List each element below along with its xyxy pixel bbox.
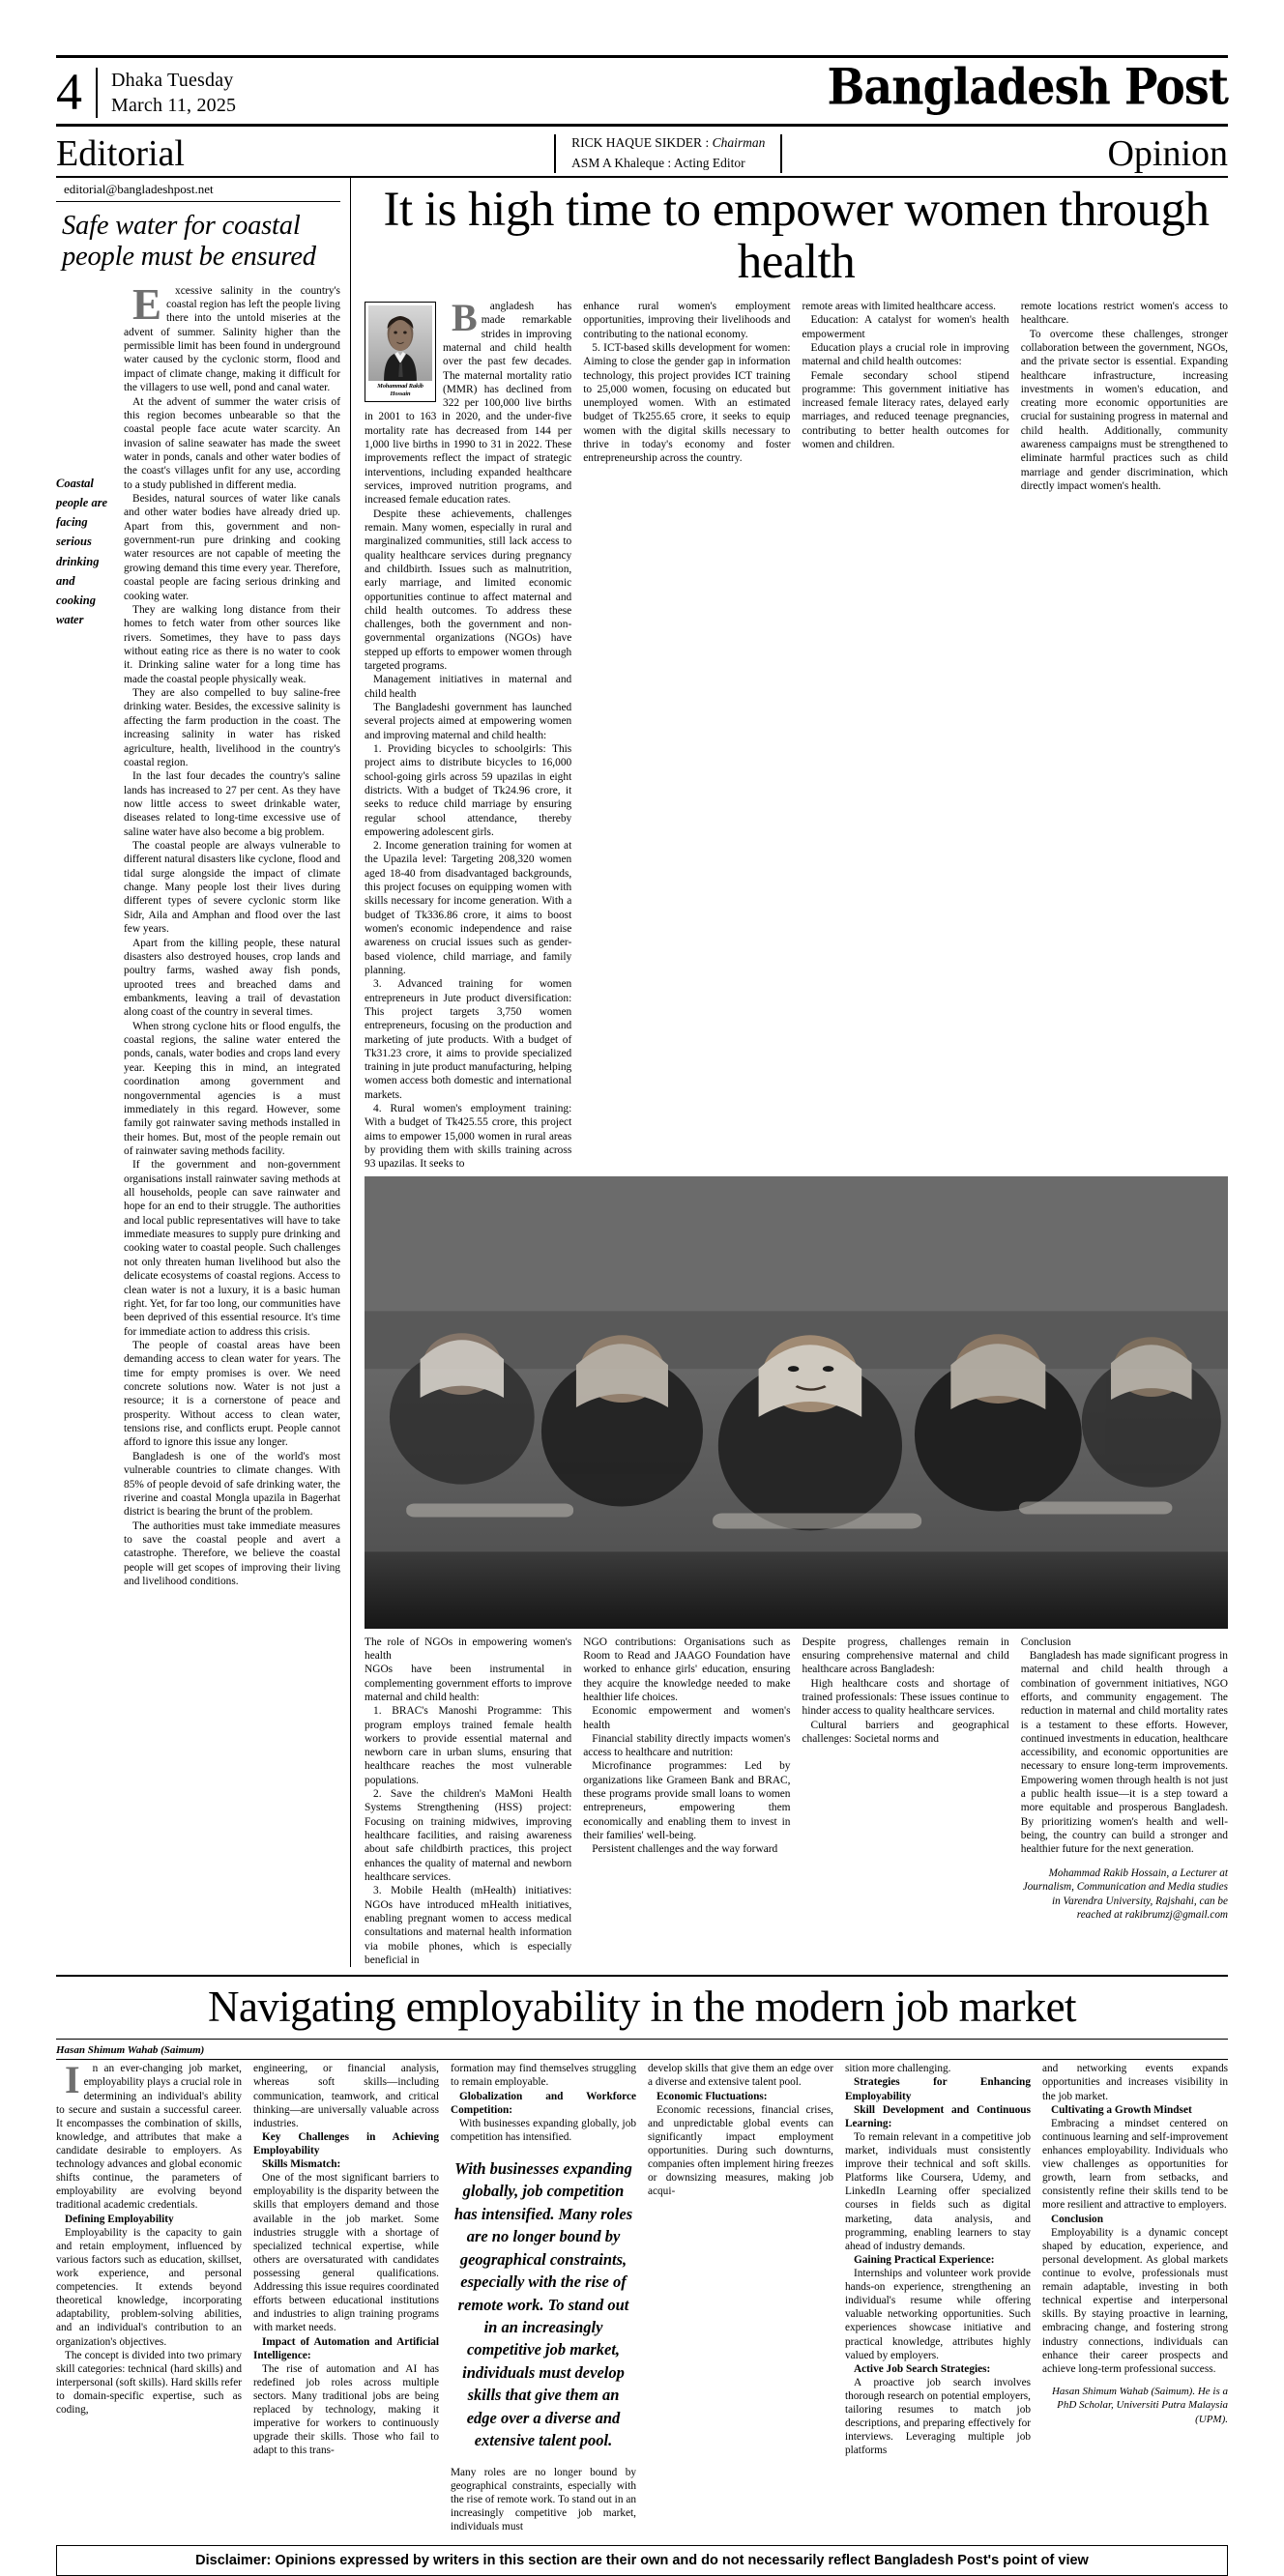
feature-col-2 — [253, 2062, 439, 2533]
feature-para: develop skills that give them an edge over a diverse and extensive talent pool. — [648, 2063, 833, 2089]
masthead — [56, 58, 1228, 122]
editorial-para: Apart from the killing people, these natural disasters also destroyed houses, crop lands and poultry farms, washed away fish ponds, uprooted trees and breached dams and embankments, leaving a trail of devastation along coast of the country in several times. — [124, 937, 340, 1019]
opinion-column — [351, 178, 1228, 1967]
opinion-bottom-col-4 — [1021, 1635, 1228, 1968]
feature-subhead: Gaining Practical Experience: — [854, 2253, 995, 2266]
author-photo-caption: Mohammad Rakib Hossain — [377, 382, 423, 397]
opinion-para: remote locations restrict women's access to healthcare. — [1020, 300, 1228, 327]
editorial-para: In the last four decades the country's saline lands has increased to 27 per cent. As they have now little access to sweet drinkable water, diseases related to long-time excessive use of saline water have also become a big problem. — [124, 770, 340, 838]
section-title-opinion: Opinion — [1107, 132, 1228, 174]
author-headshot-image — [368, 305, 432, 381]
opinion-para: 2. Income generation training for women at the Upazila level: Targeting 208,320 women aged 18-40 from disadvantaged backgrounds, this project focuses on equipping women with skills necessary for income generation. With a budget of Tk336.86 crore, it aims to boost women's economic independence and raise awareness on crucial issues such as gender-based violence, child marriage, and family planning. — [365, 840, 572, 976]
opinion-para: Economic empowerment and women's health — [583, 1705, 791, 1731]
editorial-body — [56, 280, 340, 1589]
feature-col-1 — [56, 2058, 242, 2533]
feature-para: Embracing a mindset centered on continuous learning and self-improvement enhances employability. Individuals who view challenges as opportunities for growth, learn from setbacks, and consistently refine their skills tend to be more resilient and attractive to employers. — [1042, 2117, 1228, 2212]
opinion-para: Cultural barriers and geographical challenges: Societal norms and — [802, 1719, 1009, 1745]
author-photo — [365, 302, 436, 402]
feature-subhead: Conclusion — [1051, 2213, 1103, 2225]
feature-para: Many roles are no longer bound by geographical constraints, especially with the rise of remote work. To stand out in an increasingly competitive job market, individuals must — [451, 2466, 636, 2533]
feature-para: In an ever-changing job market, employability plays a crucial role in determining an individual's ability to secure and sustain a successful career. It encompasses the combination of skills, knowledge, and attributes that make a candidate desirable to employers. As technology advances and global economic shifts continue, the parameters of employability are evolving beyond traditional academic credentials. — [56, 2058, 242, 2212]
opinion-bottom-col-1 — [365, 1635, 571, 1968]
opinion-para: To overcome these challenges, stronger collaboration between the government, NGOs, and the private sector is essential. Expanding healthcare infrastructure, increasing investments in women's education, and creating more economic opportunities are crucial for sustaining progress in maternal and child health. Additionally, community awareness campaigns must be strengthened to eliminate harmful practices such as child marriage and gender discrimination, which directly impact women's health. — [1020, 328, 1228, 492]
credits-right-bar — [780, 134, 782, 173]
opinion-col-4 — [1021, 300, 1228, 1172]
opinion-para: Microfinance programmes: Led by organizations like Grameen Bank and BRAC, these programs provide small loans to women entrepreneurs, empowering them economically and enabling them to invest in their families' well-being. — [583, 1760, 791, 1841]
disclaimer-text: Opinions expressed by writers in this section are their own and do not necessarily reflect Bangladesh Post's point of view — [271, 2553, 1089, 2569]
feature-col-5 — [845, 2062, 1031, 2533]
opinion-para: Education plays a crucial role in improving maternal and child health outcomes: — [802, 341, 1009, 368]
feature-para: The concept is divided into two primary skill categories: technical (hard skills) and interpersonal (soft skills). Hard skills refer to domain-specific expertise, such as coding, — [56, 2349, 242, 2417]
feature-para: Employability is a dynamic concept shaped by education, experience, and personal development. As global markets continue to evolve, professionals must remain adaptable, investing in both technical expertise and interpersonal skills. By staying proactive in learning, embracing change, and fostering strong industry connections, individuals can enhance their career prospects and achieve long-term professional success. — [1042, 2226, 1228, 2375]
opinion-para: 3. Mobile Health (mHealth) initiatives: NGOs have introduced mHealth initiatives, enabling pregnant women to access medical consultations and maternal health information via mobile phones, which is especially beneficial in — [365, 1885, 572, 1966]
opinion-col-1 — [365, 295, 572, 1172]
feature-para: The rise of automation and AI has redefined job roles across multiple sectors. Many traditional jobs are being replaced by technology, making it imperative for workers to continuously upgrade their skills. Those who fail to adapt to this trans- — [253, 2362, 439, 2457]
editorial-column — [56, 178, 351, 1967]
feature-col-4 — [648, 2062, 833, 2533]
credits-text — [556, 133, 780, 174]
newspaper-page — [0, 55, 1284, 2569]
feature-para: and networking events expands opportunities and increases visibility in the job market. — [1042, 2063, 1228, 2102]
newspaper-logo: Bangladesh Post — [827, 57, 1228, 116]
opinion-bottom-col-3 — [802, 1635, 1009, 1968]
editorial-pullquote: Coastal people are facing serious drinking and cooking water — [56, 476, 108, 627]
feature-para: Employability is the capacity to gain and retain employment, influenced by various factors such as education, skillset, work experience, and personal competencies. It extends beyond theoretical knowledge, incorporating adaptability, problem-solving abilities, and an individual's contribution to an organization's objectives. — [56, 2226, 242, 2348]
opinion-headline: It is high time to empower women through health — [383, 182, 1210, 289]
feature-subhead: Active Job Search Strategies: — [854, 2362, 991, 2375]
editorial-text — [124, 279, 340, 1589]
masthead-dateblock — [111, 68, 236, 118]
opinion-para: 4. Rural women's employment training: With a budget of Tk425.55 crore, this project aims to empower 15,000 women in rural areas by providing them with skills training across 93 upazilas. It seeks to — [365, 1103, 572, 1171]
opinion-para: Management initiatives in maternal and child health — [365, 674, 572, 700]
opinion-top-columns — [365, 295, 1228, 1172]
editorial-para: Excessive salinity in the country's coastal region has left the people living there into the untold miseries at the advent of summer. Salinity higher than the permissible limit has been found in underground water caused by the cyclonic storm, flood and impact of climate change, making it difficult for the villagers to use well, pond and canal water. — [124, 279, 340, 394]
opinion-para: enhance rural women's employment opportunities, improving their livelihoods and contributing to the national economy. — [583, 300, 791, 340]
opinion-para: Bangladesh has made remarkable strides in improving maternal and child health over the past few decades. The maternal mortality ratio (MMR) has declined from 322 per 100,000 live births in 2001 to 163 in 2020, and the under-five mortality rate has decreased from 144 per 1,000 live births in 1990 to 31 in 2022. These improvements reflect the impact of strategic interventions, including expanded healthcare services, improved nutrition programs, and increased female education rates. — [365, 295, 572, 507]
editorial-para: Besides, natural sources of water like canals and other water bodies have already dried up. Apart from this, government and non-government-run pure drinking and cooking water resources are not capable of meeting the growing demand this time every year. Therefore, coastal people are facing serious drinking and cooking water. — [124, 493, 340, 602]
opinion-para: NGO contributions: Organisations such as Room to Read and JAAGO Foundation have worked to enhance girls' education, ensuring they acquire the knowledge needed to make healthier life choices. — [583, 1635, 791, 1703]
article-photo-women-group — [365, 1176, 1228, 1629]
disclaimer-lead: Disclaimer: — [195, 2553, 272, 2569]
opinion-para: 3. Advanced training for women entrepreneurs in Jute product diversification: This project targets 3,750 women entrepreneurs, focusing on the production and marketing of jute products. With a budget of Tk31.23 crore, it aims to provide specialized training in jute product manufacturing, helping women access both domestic and international markets. — [365, 978, 572, 1101]
opinion-para: 1. BRAC's Manoshi Programme: This program employs trained female health workers to provide essential maternal and newborn care in urban slums, ensuring that healthcare reaches the most vulnerable populations. — [365, 1705, 572, 1786]
feature-para: sition more challenging. — [845, 2063, 951, 2075]
credit-editor: ASM A Khaleque : Acting Editor — [571, 155, 745, 170]
opinion-para: The Bangladeshi government has launched several projects aimed at empowering women and improving maternal and child health: — [365, 702, 572, 741]
opinion-para: The role of NGOs in empowering women's health — [365, 1635, 572, 1662]
feature-author-credit: Hasan Shimum Wahab (Saimum). He is a PhD Scholar, Universiti Putra Malaysia (UPM). — [1051, 2385, 1228, 2425]
opinion-para: 2. Save the children's MaMoni Health Systems Strengthening (HSS) project: Focusing on training midwives, improving healthcare facilities, and raising awareness about safe childbirth practices, this project enhances the quality of maternal and newborn healthcare services. — [365, 1788, 572, 1883]
editorial-para: When strong cyclone hits or flood engulfs, the coastal regions, the saline water entered the ponds, canals, water bodies and crops land every year. Keeping this in mind, an integrated coordination among government and nongovernmental agencies is a must immediately in this regard. However, some family got rainwater saving methods installed in their homes. But, most of the people remain out of rainwater saving methods facility. — [124, 1020, 340, 1157]
disclaimer-box — [56, 2545, 1228, 2576]
opinion-para: Female secondary school stipend programme: This government initiative has increased female literacy rates, delayed early marriages, and reduced teenage pregnancies, contributing to better health outcomes for women and children. — [802, 369, 1009, 451]
feature-subhead: Globalization and Workforce Competition: — [451, 2090, 636, 2116]
masthead-divider — [96, 68, 98, 118]
feature-col-3 — [451, 2062, 636, 2533]
opinion-para: remote areas with limited healthcare access. — [802, 300, 997, 312]
feature-subhead: Skills Mismatch: — [262, 2158, 341, 2171]
feature-subhead: Impact of Automation and Artificial Intelligence: — [253, 2335, 439, 2361]
feature-para: engineering, or financial analysis, whereas soft skills—including communication, teamwork, and critical thinking—are universally valuable across industries. — [253, 2063, 439, 2129]
opinion-bottom-col-2 — [583, 1635, 790, 1968]
section-bar — [56, 127, 1228, 176]
editorial-para: They are also compelled to buy saline-free drinking water. Besides, the excessive salinity is affecting the farm production in the coast. The increasing salinity in water has risked agriculture, health, livelihood in the country's coastal region. — [124, 687, 340, 768]
editorial-email[interactable]: editorial@bangladeshpost.net — [56, 178, 340, 202]
feature-para: With businesses expanding globally, job competition has intensified. — [451, 2117, 636, 2143]
editorial-para: The coastal people are always vulnerable to different natural disasters like cyclone, flood and tidal surge alongside the impact of climate change. Many people lost their lives during different types of severe cyclonic storm like Sidr, Aila and Amphan and flood over the last few years. — [124, 840, 340, 936]
editorial-para: They are walking long distance from their homes to fetch water from other sources like rivers. Sometimes, they have to pass days without eating rice as there is no water to cook it. Drinking saline water for a long time has made the coastal people physically weak. — [124, 603, 340, 685]
section-title-editorial: Editorial — [56, 132, 185, 174]
opinion-bottom-columns — [365, 1629, 1228, 1968]
opinion-para: Financial stability directly impacts women's access to healthcare and nutrition: — [583, 1732, 791, 1759]
feature-subhead: Cultivating a Growth Mindset — [1051, 2103, 1192, 2116]
opinion-col-2 — [583, 300, 790, 1172]
editorial-para: At the advent of summer the water crisis of this region becomes unbearable so that the coastal people face acute water scarcity. An invasion of saline seawater has made the sweet water in ponds, canals and other water bodies of the coast's villages unfit for any use, according to a study published in different media. — [124, 395, 340, 491]
top-zone — [56, 178, 1228, 1967]
feature-subhead: Skill Development and Continuous Learning: — [845, 2103, 1031, 2129]
feature-headline: Navigating employability in the modern job market — [208, 1983, 1076, 2032]
feature-para: Internships and volunteer work provide hands-on experience, strengthening an individual's resume while offering valuable networking opportunities. Such experiences showcase initiative and practical knowledge, attributes highly valued by employers. — [845, 2268, 1031, 2361]
feature-subhead: Defining Employability — [65, 2213, 174, 2225]
opinion-para: 1. Providing bicycles to schoolgirls: This project aims to distribute bicycles to 16,000 school-going girls across 59 upazilas in eight districts. With a budget of Tk24.96 crore, it seeks to reduce child marriage by ensuring regular school attendance, thereby empowering adolescent girls. — [365, 742, 572, 838]
feature-columns — [56, 2060, 1228, 2533]
opinion-para: 5. ICT-based skills development for women: Aiming to close the gender gap in information technology, this project provides ICT training to 25,000 women, focusing on educated but unemployed women. With an estimated budget of Tk255.65 crore, it seeks to equip women with the digital skills necessary to thrive in today's economy and foster entrepreneurship across the country. — [583, 341, 791, 465]
masthead-city-day: Dhaka Tuesday — [111, 70, 234, 91]
feature-subhead: Key Challenges in Achieving Employability — [253, 2130, 439, 2157]
opinion-para: Persistent challenges and the way forward — [592, 1843, 778, 1856]
editorial-para: Bangladesh is one of the world's most vulnerable countries to climate changes. With 85% of people devoid of safe drinking water, the riverine and coastal Mongla upazila in Bagerhat district is bearing the brunt of the problem. — [124, 1450, 340, 1519]
opinion-author-credit: Mohammad Rakib Hossain, a Lecturer at Journalism, Communication and Media studies in Varendra University, Rajshahi, can be reached at rakibrumzj@gmail.com — [1022, 1867, 1228, 1922]
feature-para: One of the most significant barriers to employability is the disparity between the skills that employers demand and those available in the job market. Some industries struggle with a shortage of specialized technical expertise, while others are oversaturated with candidates possessing general qualifications. Addressing this issue requires coordinated efforts between educational institutions and industries to align training programs with market needs. — [253, 2172, 439, 2334]
feature-para: Economic recessions, financial crises, and unpredictable global events can significantly impact employment opportunities. During such downturns, companies often implement hiring freezes or downsizing measures, making job acqui- — [648, 2103, 833, 2198]
opinion-para: High healthcare costs and shortage of trained professionals: These issues continue to hinder access to quality healthcare services. — [802, 1677, 1009, 1718]
feature-col-6 — [1042, 2062, 1228, 2533]
feature-subhead: Strategies for Enhancing Employability — [845, 2076, 1031, 2102]
editorial-para: The authorities must take immediate measures to save the coastal people and avert a catastrophe. Therefore, we believe the coastal people will get scopes of improving their living and livelihood conditions. — [124, 1520, 340, 1588]
feature-subhead: Economic Fluctuations: — [657, 2090, 768, 2102]
feature-para: A proactive job search involves thorough research on potential employers, tailoring resumes to match job descriptions, and preparing effectively for interviews. Leveraging multiple job platforms — [845, 2376, 1031, 2457]
opinion-col-3 — [802, 300, 1009, 1172]
opinion-para: Despite progress, challenges remain in ensuring comprehensive maternal and child healthcare across Bangladesh: — [802, 1635, 1009, 1676]
feature-byline: Hasan Shimum Wahab (Saimum) — [56, 2044, 205, 2057]
masthead-left — [56, 63, 237, 122]
opinion-para: NGOs have been instrumental in complementing government efforts to improve maternal and child health: — [365, 1664, 572, 1703]
page-number: 4 — [56, 63, 82, 122]
editorial-para: If the government and non-government organisations install rainwater saving methods at all households, people can save rainwater and hope for an end to their struggle. The authorities and local public representatives will have to take immediate measures to supply pure drinking and cooking water to coastal people. Such challenges not only threaten human livelihood but also the delicate ecosystems of coastal regions. Access to clean water is not a luxury, it is a basic human right. Yet, for far too long, our communities have been deprived of this essential resource. It's time for immediate action to address this crisis. — [124, 1159, 340, 1338]
opinion-para: Education: A catalyst for women's health empowerment — [802, 314, 1009, 340]
opinion-para: Bangladesh has made significant progress in maternal and child health through a combination of government initiatives, NGO efforts, and community engagement. The reduction in maternal and child mortality rates is a testament to these efforts. However, continued investments in education, healthcare accessibility, and economic opportunities are necessary to ensure long-term improvements. Empowering women through health is not just a public health issue—it is a step toward a more equitable and prosperous Bangladesh. By prioritizing women's health and well-being, the country can build a stronger and healthier future for the next generation. — [1020, 1649, 1228, 1856]
feature-para: formation may find themselves struggling to remain employable. — [451, 2063, 636, 2089]
editorial-para: The people of coastal areas have been demanding access to clean water for years. The time for empty promises is over. We need concrete solutions now. Water is not just a resource; it is a cornerstone of peace and prosperity. Without access to clean water, tensions rise, and conflicts erupt. People cannot afford to ignore this issue any longer. — [124, 1339, 340, 1449]
masthead-credits — [554, 133, 782, 174]
opinion-para: Conclusion — [1020, 1635, 1071, 1648]
opinion-para: Despite these achievements, challenges remain. Many women, especially in rural and marginalized communities, still lack access to quality healthcare services during pregnancy and childbirth. Issues such as malnutrition, early marriage, and limited economic opportunities continue to affect maternal and child health outcomes. To address these challenges, both the government and non-governmental organizations (NGOs) have stepped up efforts to empower women through targeted programs. — [365, 507, 572, 673]
editorial-headline: Safe water for coastal people must be ensured — [62, 210, 316, 272]
masthead-date: March 11, 2025 — [111, 95, 237, 116]
feature-pullquote: With businesses expanding globally, job competition has intensified. Many roles are no longer bound by geographical constraints, especially with the rise of remote work. To stand out in an increasingly competitive job market, individuals must develop skills that give them an edge over a diverse and extensive talent pool. — [453, 2159, 633, 2450]
feature-para: To remain relevant in a competitive job market, individuals must consistently improve their technical and soft skills. Platforms like Coursera, Udemy, and LinkedIn Learning offer specialized courses in fields such as digital marketing, data analysis, and programming, enabling learners to stay ahead of industry demands. — [845, 2130, 1031, 2252]
credit-chairman: RICK HAQUE SIKDER : Chairman — [571, 135, 766, 150]
